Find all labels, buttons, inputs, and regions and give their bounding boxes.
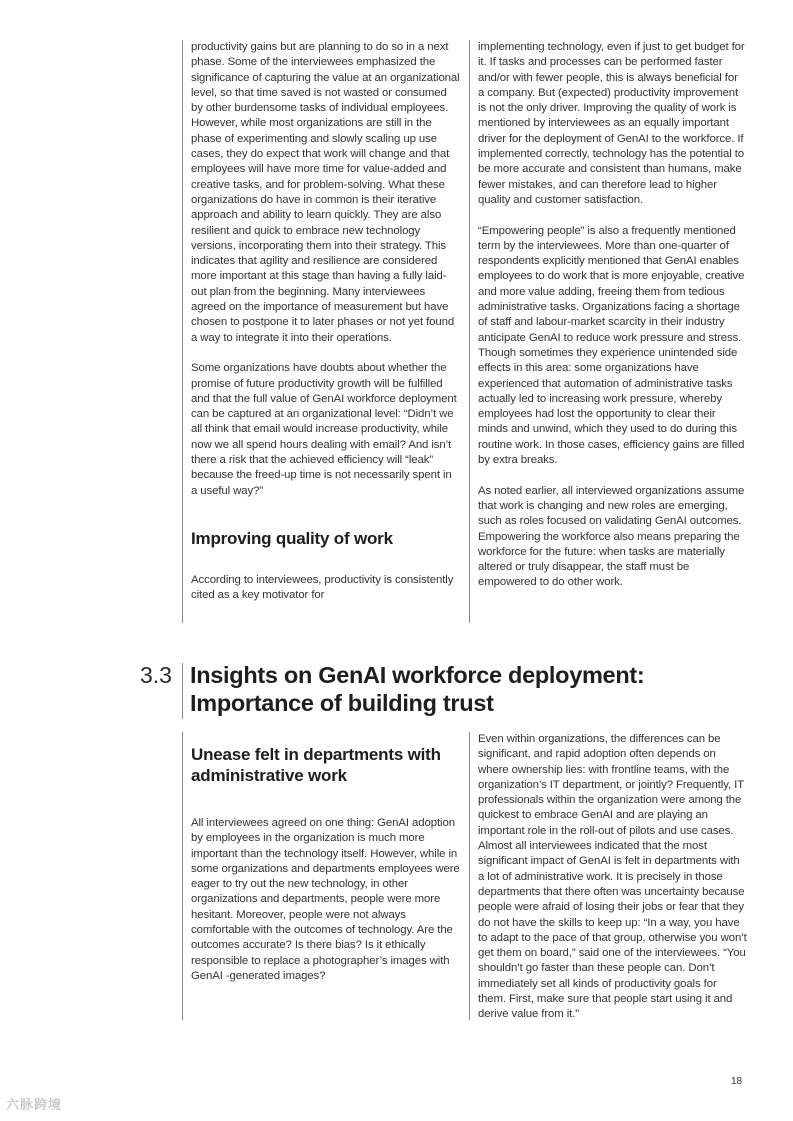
paragraph: implementing technology, even if just to get budget for it. If tasks and processes can be performed faster and/or with fewer people, this is always beneficial for a company. But (expected) productivity improvement is not the only driver. Improving the quality of work is mentioned by interviewees as an equally important driver for the deployment of GenAI to the workforce. If implemented correctly, technology has the potential to be more accurate and consistent than humans, make fewer mistakes, and can therefore lead to higher quality and customer satisfaction. — [478, 41, 745, 206]
paragraph: productivity gains but are planning to do so in a next phase. Some of the interviewees emphasized the significance of capturing the value at an organizational level, so that time saved is not wasted or consumed by other burdensome tasks of individual employees. However, while most organizations are still in the phase of experimenting and slowly scaling up use cases, they do expect that work will change and that employees will have more time for value-added and creative tasks, and for problem-solving. What these organizations do have in common is their iterative approach and ability to learn quickly. They are also resilient and quick to embrace new technology versions, incorporating them into their strategy. This indicates that agility and resilience are considered more important at this stage than having a fully laid-out plan from the beginning. Many interviewees agreed on the importance of measurement but have chosen to postpone it to later phases or not yet found a way to integrate it into their operations. — [191, 41, 460, 344]
paragraph: As noted earlier, all interviewed organizations assume that work is changing and new roles are emerging, such as roles focused on validating GenAI outcomes. Empowering the workforce also means preparing the workforce for the future: when tasks are materially altered or truly disappear, the staff must be empowered to do other work. — [478, 484, 745, 589]
section-title: Insights on GenAI workforce deployment: Importance of building trust — [190, 662, 645, 716]
section-number: 3.3 — [140, 662, 172, 688]
paragraph: All interviewees agreed on one thing: GenAI adoption by employees in the organization is much more important than the technology itself. However, while in some organizations and departments employees were eager to try out the new technology, in other organizations and departments, people were more hesitant. Moreover, people were not always comfortable with the outcomes of technology. Are the outcomes accurate? Is there bias? Is it ethically responsible to replace a photographer’s images with GenAI -generated images? — [191, 817, 460, 982]
paragraph: Some organizations have doubts about whether the promise of future productivity growth will be fulfilled and that the full value of GenAI workforce deployment can be captured at an organizational level: “Didn’t we all think that email would increase productivity, while now we all spend hours dealing with email? And isn’t there a risk that the achieved efficiency will “leak” because the freed-up time is not necessarily spent in a useful way?” — [191, 362, 457, 497]
column-bottom-right — [469, 732, 747, 1020]
section-divider — [182, 663, 183, 719]
paragraph: Even within organizations, the differences can be significant, and rapid adoption often depends on where ownership lies: with frontline teams, with the organization’s IT department, or jointly? Frequently, IT professionals within the organization were among the quickest to embrace GenAI and are playing an important role in the roll-out of pilots and use cases. Almost all interviewees indicated that the most significant impact of GenAI is felt in departments with a lot of administrative work. It is precisely in those departments that there often was uncertainty because people were afraid of losing their jobs or fear that they do not have the skills to keep up: “In a way, you have to adapt to the pace of that group, otherwise you won’t get them on board,” said one of the interviewees. “You shouldn’t go faster than these people can. Don’t immediately set all kinds of productivity goals for them. First, make sure that people start using it and derive value from it.” — [478, 733, 747, 1021]
page-number: 18 — [731, 1076, 743, 1087]
column-top-right — [469, 40, 747, 623]
paragraph: According to interviewees, productivity is consistently cited as a key motivator for — [191, 573, 454, 602]
column-top-left — [182, 40, 460, 623]
watermark-logo: 六脉跨境 — [6, 1097, 63, 1112]
paragraph: “Empowering people” is also a frequently mentioned term by the interviewees. More than one-quarter of respondents explicitly mentioned that GenAI enables employees to do work that is more enjoyable, creative and more value adding, freeing them from tedious administrative tasks. Organizations facing a shortage of staff and labour-market scarcity in their industry anticipate GenAI to reduce work pressure and stress. Though sometimes they experience unintended side effects in this area: some organizations have experienced that automation of administrative tasks actually led to increasing work pressure, whereby employees had lost the opportunity to clear their minds and unwind, which they used to do during this routine work. In those cases, efficiency gains are filled by extra breaks. — [478, 224, 745, 467]
subsection-heading: Unease felt in departments with administrative work — [191, 745, 441, 785]
column-bottom-left — [182, 732, 460, 1020]
section-heading: Improving quality of work — [191, 528, 393, 548]
